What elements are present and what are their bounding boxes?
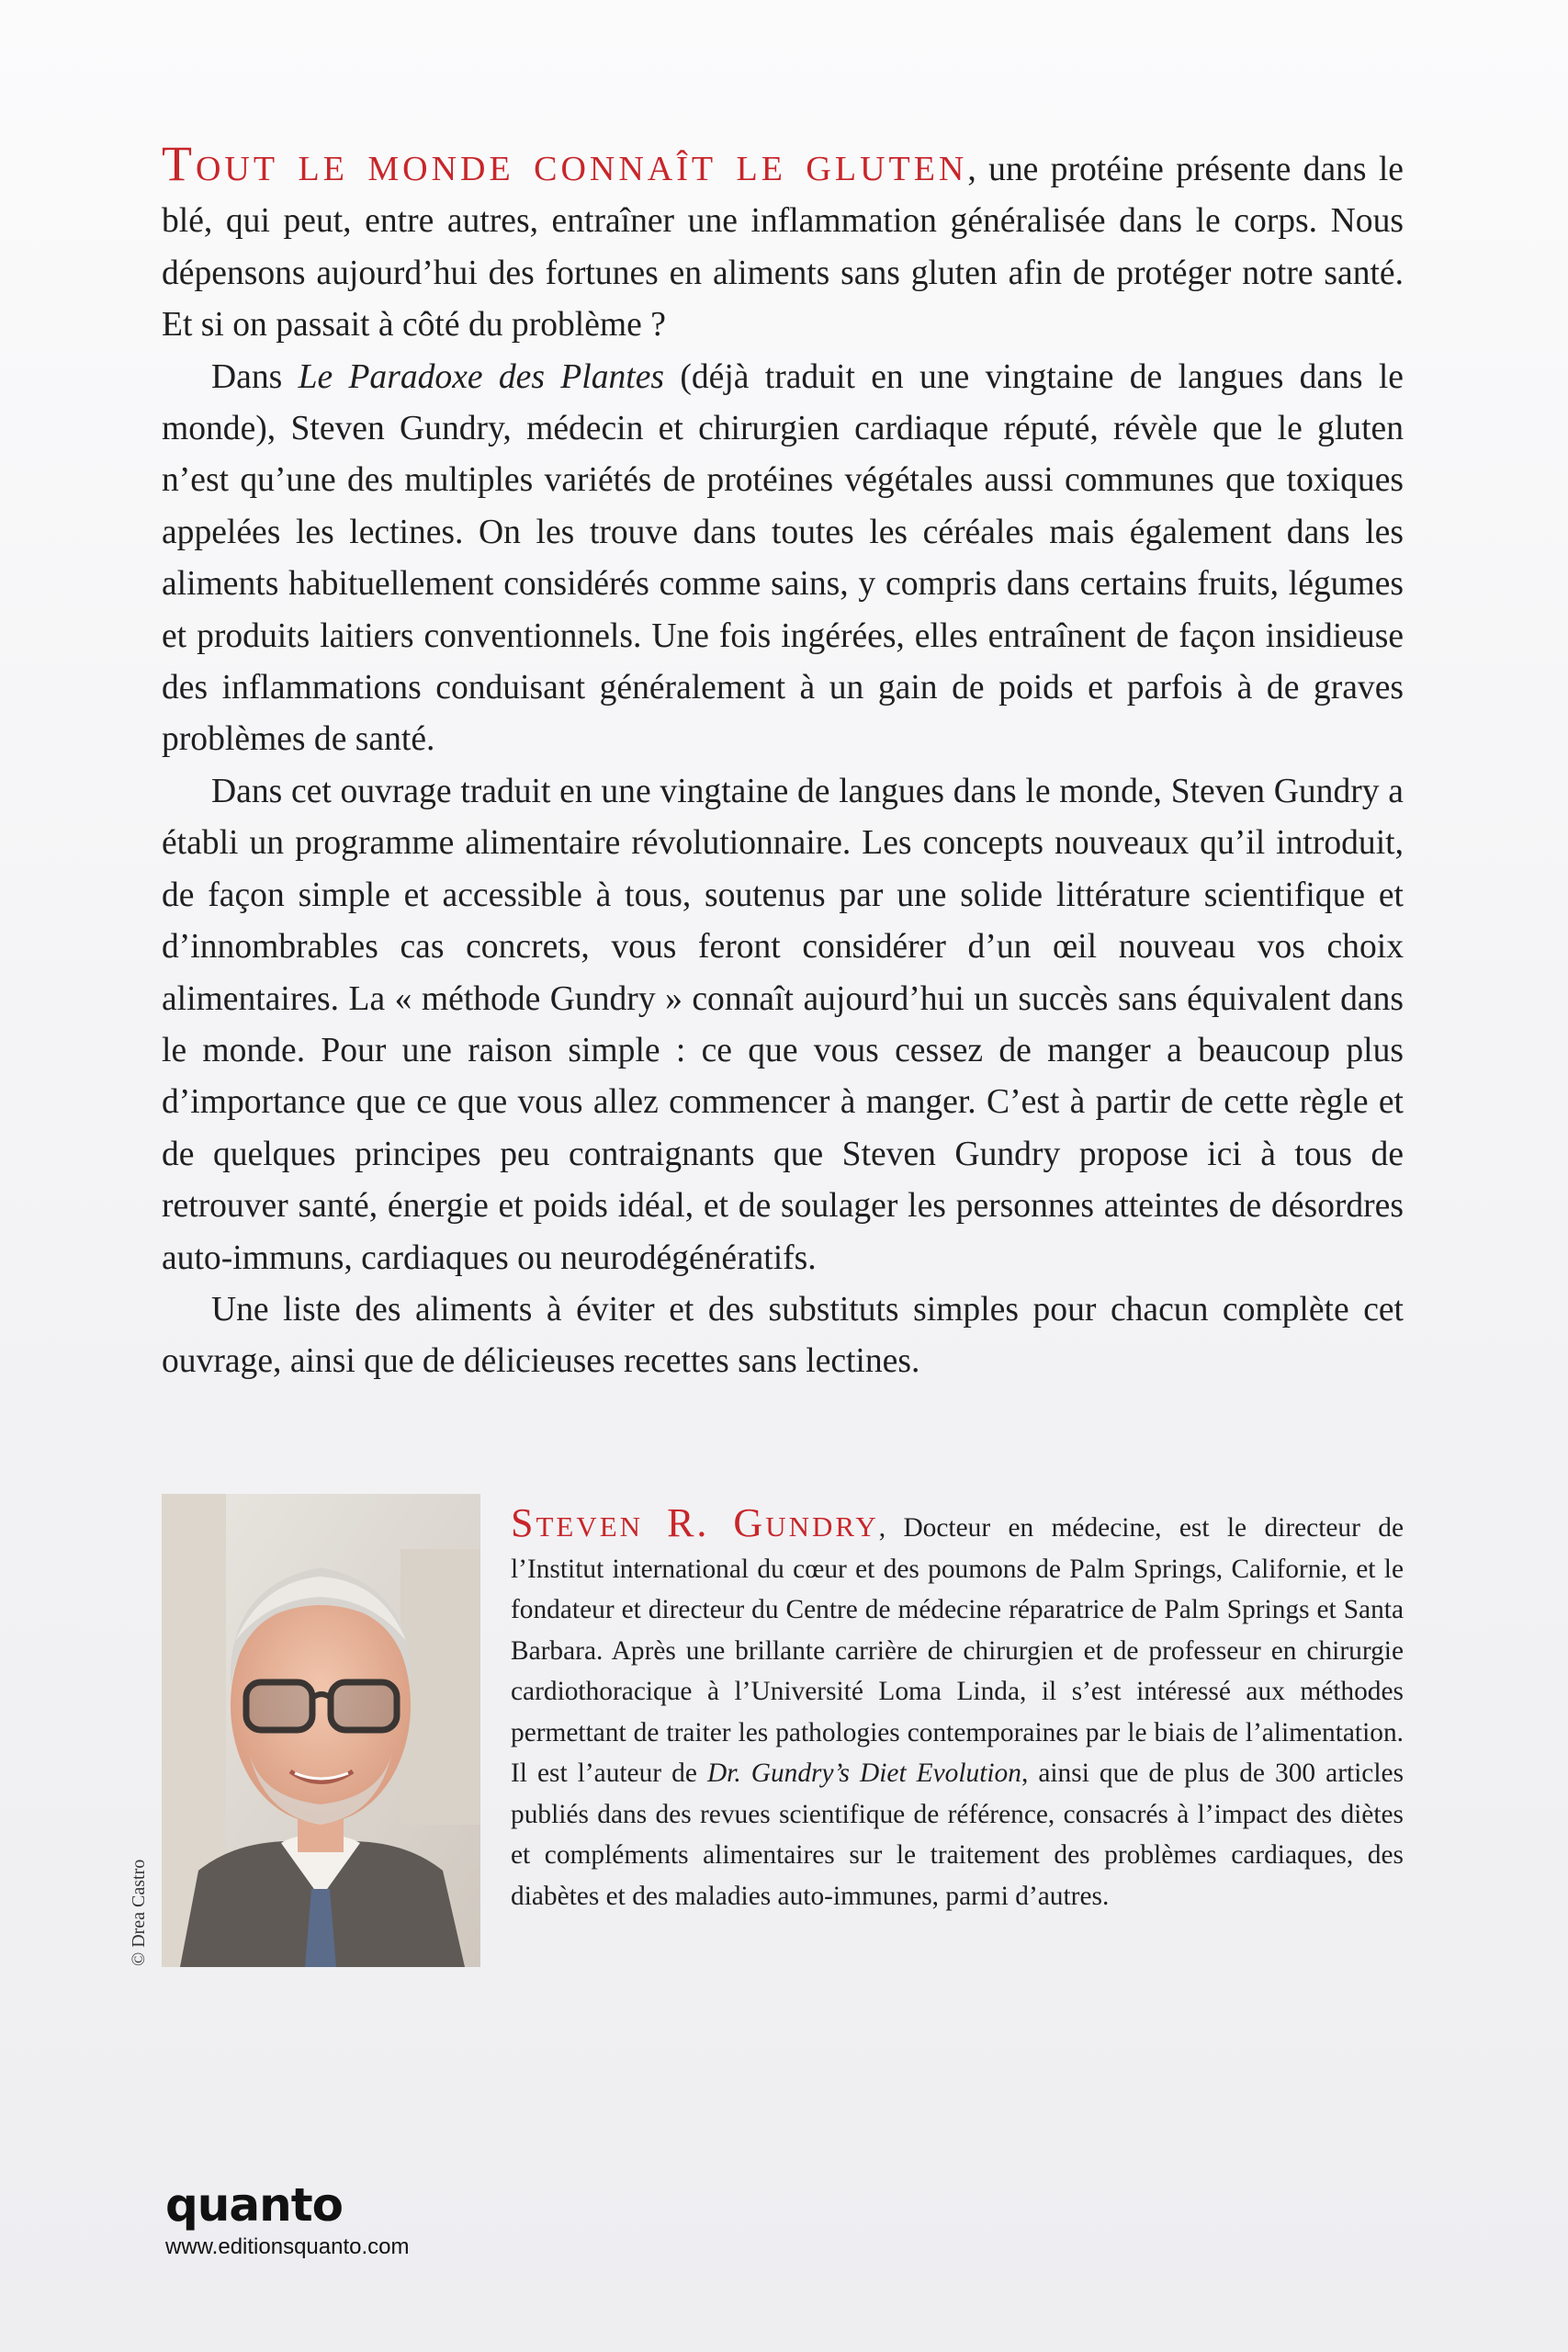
author-photo xyxy=(162,1494,480,1967)
bio-paragraph xyxy=(511,1500,1404,1917)
bio-text-2: , ainsi que de plus de 300 articles publiés dans des revues scientifique de référence, consacrés à l’impact des diètes et compléments alimentaires sur le traitement des problèmes cardiaques, des diabètes et des maladies auto-immunes, parmi d’autres. xyxy=(511,1758,1404,1911)
intro-text: , une protéine présente dans le blé, qui peut, entre autres, entraîner une inflammation généralisée dans le corps. Nous dépensons aujourd’hui des fortunes en aliments sans gluten afin de protéger notre santé. Et si on passait à côté du problème ? xyxy=(162,151,1404,345)
paragraph-3: Dans cet ouvrage traduit en une vingtaine de langues dans le monde, Steven Gundry a établi un programme alimentaire révolutionnaire. Les concepts nouveaux qu’il introduit, de façon simple et accessible à tous, soutenus par une solide littérature scientifique et d’innombrables cas concrets, vous feront considérer d’un œil nouveau vos choix alimentaires. La « méthode Gundry » connaît aujourd’hui un succès sans équivalent dans le monde. Pour une raison simple : ce que vous cessez de manger a beaucoup plus d’importance que ce que vous allez commencer à manger. C’est à partir de cette règle et de quelques principes peu contraignants que Steven Gundry propose ici à tous de retrouver santé, énergie et poids idéal, et de soulager les personnes atteintes de désordres auto-immuns, cardiaques ou neurodégénératifs. xyxy=(162,772,1404,1277)
book-title: Le Paradoxe des Plantes xyxy=(298,357,665,396)
intro-paragraph xyxy=(162,138,1404,352)
publisher-website: www.editionsquanto.com xyxy=(165,2234,410,2259)
author-name: Steven R. Gundry xyxy=(511,1500,879,1545)
para2-before: Dans xyxy=(211,357,299,396)
paragraph-4: Une liste des aliments à éviter et des substituts simples pour chacun complète cet ouvrage, ainsi que de délicieuses recettes sans lectines. xyxy=(162,1290,1404,1381)
author-bio xyxy=(511,1500,1404,1917)
book-blurb xyxy=(162,138,1404,1388)
para2-after: (déjà traduit en une vingtaine de langues dans le monde), Steven Gundry, médecin et chirurgien cardiaque réputé, révèle que le gluten n’est qu’une des multiples variétés de protéines végétales aussi communes que toxiques appelées les lectines. On les trouve dans toutes les céréales mais également dans les aliments habituellement considérés comme sains, y compris dans certains fruits, légumes et produits laitiers conventionnels. Une fois ingérées, elles entraînent de façon insidieuse des inflammations conduisant généralement à un gain de poids et parfois à de graves problèmes de santé. xyxy=(162,357,1404,759)
author-book-title: Dr. Gundry’s Diet Evolution xyxy=(706,1758,1021,1788)
photo-credit: © Drea Castro xyxy=(129,1859,149,1966)
publisher-logo: quanto xyxy=(165,2178,343,2232)
bio-text-1: , Docteur en médecine, est le directeur de l’Institut international du cœur et des poumons de Palm Springs, Californie, et le fondateur et directeur du Centre de médecine réparatrice de Palm Springs et Santa Barbara. Après une brillante carrière de chirurgien et de professeur en chirurgie cardiothoracique à l’Université Loma Linda, il s’est intéressé aux méthodes permettant de traiter les pathologies contemporaines par le biais de l’alimentation. Il est l’auteur de xyxy=(511,1513,1404,1788)
lead-heading: Tout le monde connaît le gluten xyxy=(162,136,968,191)
paragraph-2 xyxy=(162,352,1404,766)
